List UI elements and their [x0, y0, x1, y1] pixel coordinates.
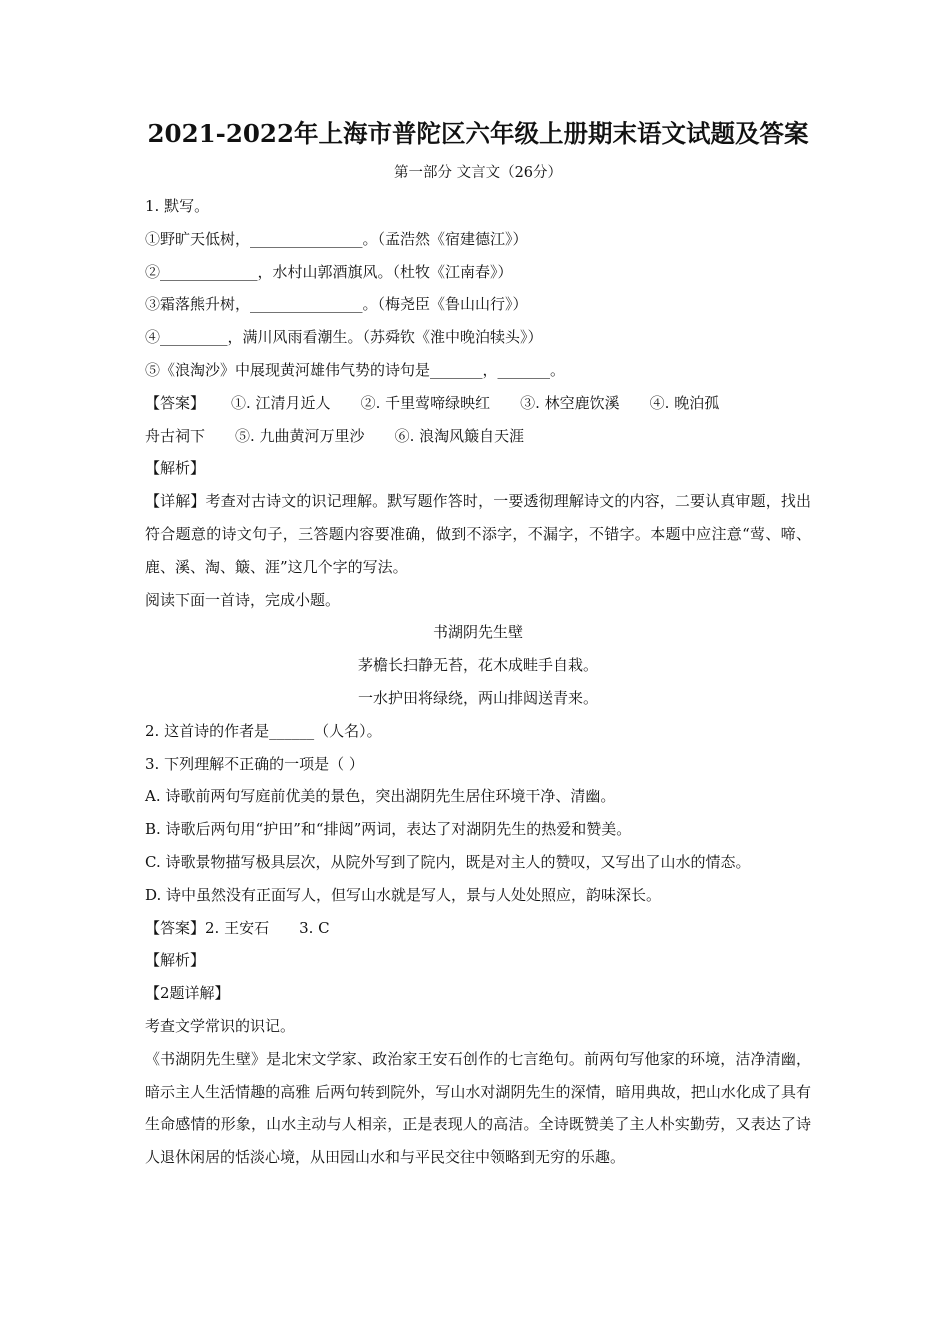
answer-q2: 【答案】2. 王安石 — [145, 918, 270, 937]
poem-title: 书湖阴先生壁 — [432, 623, 523, 642]
question-2: 2. 这首诗的作者是______（人名）。 — [145, 721, 382, 740]
question-3: 3. 下列理解不正确的一项是（ ） — [145, 754, 364, 773]
answer-item-3: ③. 林空鹿饮溪 — [520, 393, 620, 412]
answer-q3: 3. C — [299, 918, 330, 937]
option-c: C. 诗歌景物描写极具层次，从院外写到了院内，既是对主人的赞叹，又写出了山水的情态。 — [145, 852, 751, 871]
question-2-detail-paragraph: 《书湖阴先生壁》是北宋文学家、政治家王安石创作的七言绝句。前两句写他家的环境，洁净清幽，暗示主人生活情趣的高雅 后两句转到院外，写山水对湖阴先生的深情，暗用典故，把山水化成了具有生命感情的形象，山水主动与人相亲，正是表现人的高洁。全诗既赞美了主人朴实勤劳，又表达了诗人退休闲居的恬淡心境，从田园山水和与平民交往中领略到无穷的乐趣。 — [145, 1049, 811, 1167]
document-title: 2021-2022年上海市普陀区六年级上册期末语文试题及答案 — [147, 119, 809, 148]
question-1-answer-line-2 — [145, 420, 811, 453]
option-d: D. 诗中虽然没有正面写人，但写山水就是写人，景与人处处照应，韵味深长。 — [145, 885, 662, 904]
answer-item-2: ②. 千里莺啼绿映红 — [360, 393, 491, 412]
poem-line-1: 茅檐长扫静无苔，花木成畦手自栽。 — [357, 656, 598, 675]
question-2-detail-label: 【2题详解】 — [145, 984, 230, 1003]
question-1-item-3: ③霜落熊升树，_______________。（梅尧臣《鲁山山行》） — [145, 295, 528, 314]
option-a: A. 诗歌前两句写庭前优美的景色，突出湖阴先生居住环境干净、清幽。 — [145, 787, 616, 806]
question-1-stem: 1. 默写。 — [145, 197, 210, 215]
option-b: B. 诗歌后两句用“护田”和“排闼”两词，表达了对湖阴先生的热爱和赞美。 — [145, 820, 632, 839]
question-1-item-2: ②_____________，水村山郭酒旗风。（杜牧《江南春》） — [145, 262, 513, 281]
question-2-detail-line: 考查文学常识的识记。 — [145, 1016, 296, 1035]
answer-item-5: ⑤. 九曲黄河万里沙 — [235, 426, 365, 445]
poem-line-2: 一水护田将绿绕，两山排闼送青来。 — [357, 688, 598, 707]
question-1-answer-line-1 — [145, 387, 811, 420]
reading-analysis-label: 【解析】 — [145, 951, 206, 970]
answer-item-1: ①. 江清月近人 — [231, 393, 331, 412]
reading-intro: 阅读下面一首诗，完成小题。 — [145, 590, 341, 609]
question-1-detail: 【详解】考查对古诗文的识记理解。默写题作答时，一要透彻理解诗文的内容，二要认真审题，找出符合题意的诗文句子，三答题内容要准确，做到不添字，不漏字，不错字。本题中应注意“莺、啼、鹿、溪、淘、簸、涯”这几个字的写法。 — [145, 492, 811, 576]
question-1-item-5: ⑤《浪淘沙》中展现黄河雄伟气势的诗句是_______，_______。 — [145, 360, 566, 379]
answer-item-4: ④. 晚泊孤 — [649, 393, 720, 412]
document-page — [145, 112, 811, 1174]
question-1-analysis-label: 【解析】 — [145, 459, 206, 478]
question-1-item-4: ④_________，满川风雨看潮生。（苏舜钦《淮中晚泊犊头》） — [145, 328, 543, 347]
question-1-item-1: ①野旷天低树，_______________。（孟浩然《宿建德江》） — [145, 229, 528, 248]
answer-label: 【答案】 — [145, 393, 206, 412]
reading-answer-line — [145, 912, 811, 945]
answer-item-4-continued: 舟古祠下 — [145, 426, 206, 445]
section-heading: 第一部分 文言文（26分） — [393, 165, 563, 181]
answer-item-6: ⑥. 浪淘风簸自天涯 — [394, 426, 525, 445]
